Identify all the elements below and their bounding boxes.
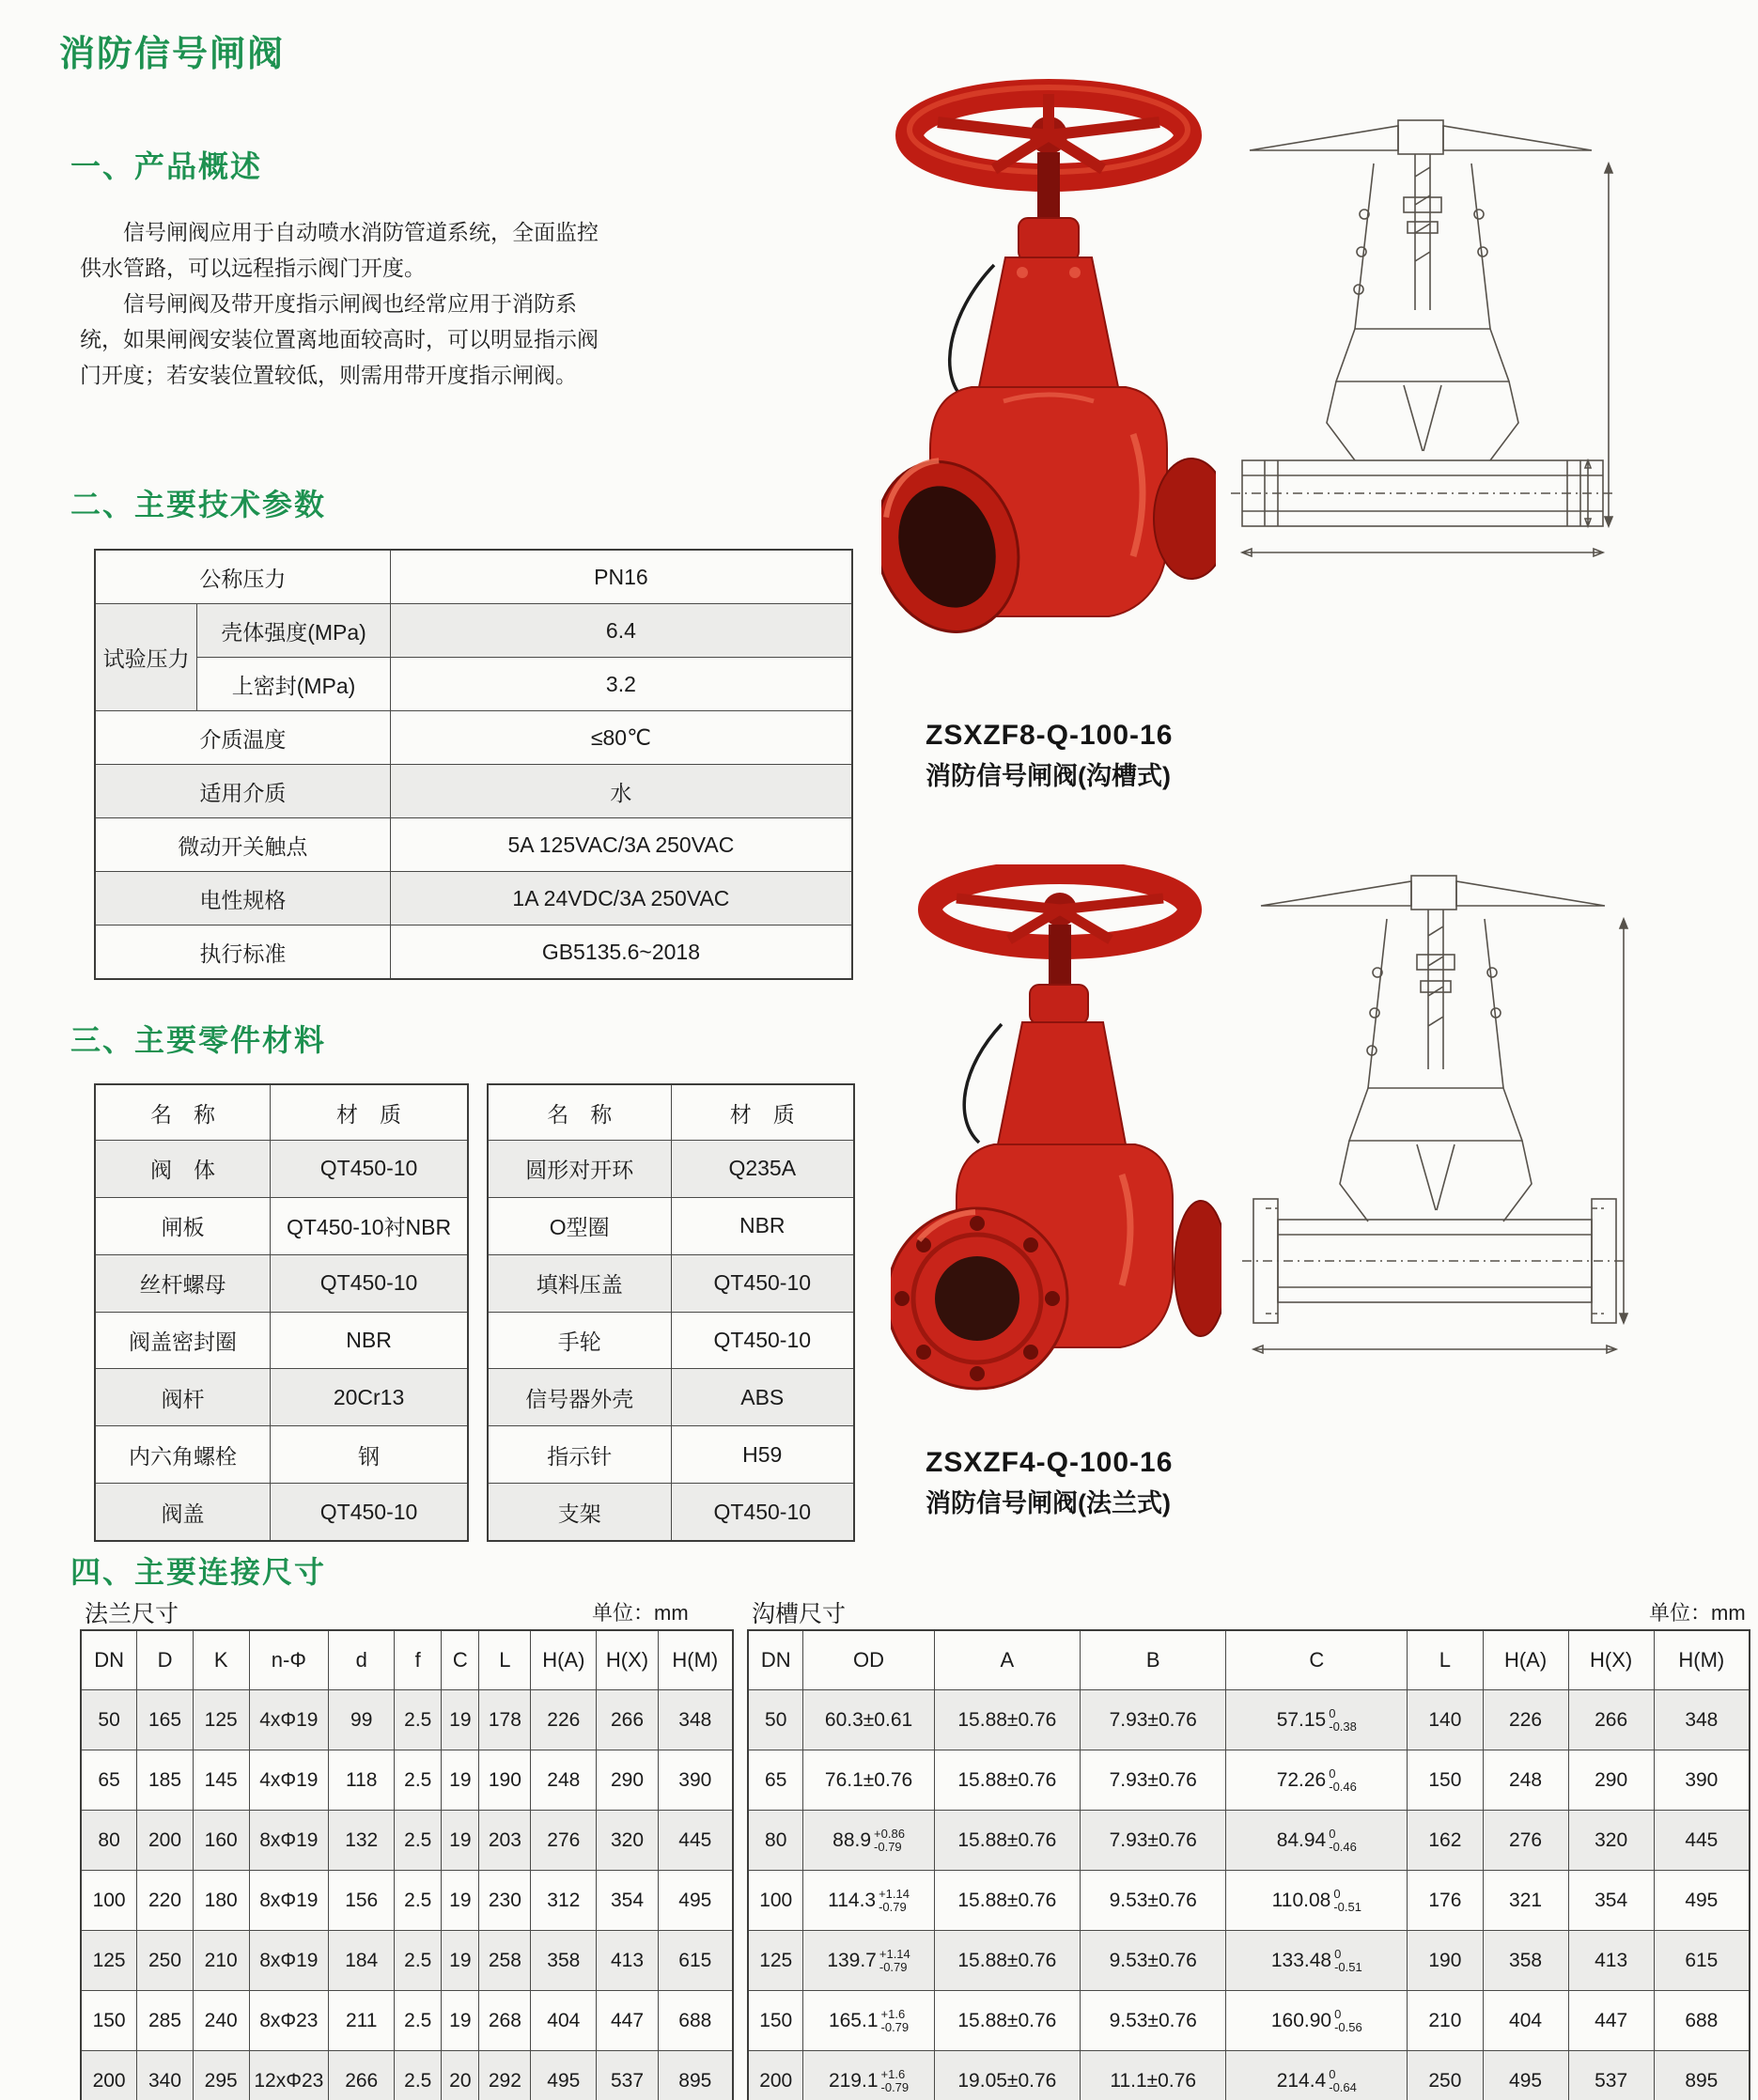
flange-dims-unit: 单位：mm: [592, 1601, 689, 1625]
table-header-row: [81, 1630, 733, 1690]
table-cell: 7.93±0.76: [1081, 1750, 1226, 1811]
table-cell: 226: [531, 1690, 597, 1750]
table-cell: 114.3 +1.14 -0.79: [803, 1871, 934, 1931]
table-cell: 230: [479, 1871, 531, 1931]
table-cell: 895: [658, 2051, 733, 2100]
table-cell: 15.88±0.76: [934, 1750, 1080, 1811]
table-cell: 11.1±0.76: [1081, 2051, 1226, 2100]
table-row: [748, 1811, 1750, 1871]
table-cell: 211: [329, 1991, 395, 2051]
table-cell: 165.1 +1.6 -0.79: [803, 1991, 934, 2051]
table-cell: 2.5: [395, 1750, 442, 1811]
column-header: d: [329, 1630, 395, 1690]
table-cell: 7.93±0.76: [1081, 1811, 1226, 1871]
table-row: [95, 926, 852, 980]
table-cell: 125: [81, 1931, 137, 1991]
table-cell: 填料压盖: [488, 1254, 671, 1312]
table-row: [95, 604, 852, 658]
table-row: [95, 1141, 468, 1198]
table-row: [95, 658, 852, 711]
table-cell: 133.48 0 -0.51: [1226, 1931, 1408, 1991]
table-cell: 60.3±0.61: [803, 1690, 934, 1750]
table-cell: 290: [1568, 1750, 1654, 1811]
table-cell: 阀 体: [95, 1141, 271, 1198]
model-code-grooved: ZSXZF8-Q-100-16: [926, 720, 1174, 751]
table-cell: 292: [479, 2051, 531, 2100]
table-cell: 156: [329, 1871, 395, 1931]
table-cell: 185: [137, 1750, 194, 1811]
table-row: [95, 818, 852, 872]
table-cell: 266: [329, 2051, 395, 2100]
table-cell: 390: [1654, 1750, 1750, 1811]
table-cell: 340: [137, 2051, 194, 2100]
table-row: [95, 1484, 468, 1541]
table-cell: 615: [658, 1931, 733, 1991]
table-row: [95, 1369, 468, 1426]
table-cell: 180: [193, 1871, 249, 1931]
table-row: [488, 1141, 854, 1198]
table-cell: 15.88±0.76: [934, 1811, 1080, 1871]
table-cell: 65: [81, 1750, 137, 1811]
table-cell: 390: [658, 1750, 733, 1811]
table-cell: 8xΦ19: [249, 1811, 329, 1871]
groove-dims-caption: 沟槽尺寸: [752, 1601, 847, 1627]
table-cell: 266: [1568, 1690, 1654, 1750]
flange-dims-caption: 法兰尺寸: [85, 1601, 179, 1627]
table-cell: 80: [81, 1811, 137, 1871]
table-cell: 537: [597, 2051, 658, 2100]
table-cell: 495: [531, 2051, 597, 2100]
overview-paragraphs: [80, 214, 614, 393]
model-name-flanged: 消防信号闸阀(法兰式): [926, 1489, 1171, 1517]
table-cell: 358: [1483, 1931, 1568, 1991]
table-row: [748, 2051, 1750, 2100]
table-cell: 15.88±0.76: [934, 1690, 1080, 1750]
table-cell: 9.53±0.76: [1081, 1991, 1226, 2051]
table-cell: H59: [671, 1426, 854, 1484]
table-cell: 介质温度: [95, 711, 390, 765]
table-cell: ≤80℃: [390, 711, 852, 765]
table-cell: 手轮: [488, 1312, 671, 1369]
table-cell: 145: [193, 1750, 249, 1811]
table-cell: 80: [748, 1811, 803, 1871]
table-cell: 微动开关触点: [95, 818, 390, 872]
table-cell: 76.1±0.76: [803, 1750, 934, 1811]
table-header-row: [748, 1630, 1750, 1690]
table-cell: 268: [479, 1991, 531, 2051]
table-row: [748, 1991, 1750, 2051]
table-cell: 钢: [271, 1426, 468, 1484]
table-row: [81, 1871, 733, 1931]
table-cell: 指示针: [488, 1426, 671, 1484]
table-cell: 100: [81, 1871, 137, 1931]
table-cell: 176: [1408, 1871, 1483, 1931]
table-row: [488, 1484, 854, 1541]
table-cell: 348: [658, 1690, 733, 1750]
table-cell: QT450-10: [671, 1484, 854, 1541]
table-cell: 348: [1654, 1690, 1750, 1750]
table-row: [748, 1871, 1750, 1931]
table-cell: 19: [442, 1991, 479, 2051]
table-cell: 276: [1483, 1811, 1568, 1871]
table-cell: 3.2: [390, 658, 852, 711]
table-cell: 公称压力: [95, 550, 390, 604]
table-cell: 248: [1483, 1750, 1568, 1811]
grooved-valve-illustration: [881, 77, 1216, 708]
table-cell: 162: [1408, 1811, 1483, 1871]
table-cell: 132: [329, 1811, 395, 1871]
section-heading-materials: 三、主要零件材料: [70, 1023, 327, 1057]
table-cell: QT450-10: [271, 1141, 468, 1198]
table-cell: NBR: [671, 1197, 854, 1254]
model-label-flanged: [926, 1447, 1283, 1519]
materials-table-left: [94, 1083, 469, 1542]
table-row: [488, 1312, 854, 1369]
column-header: C: [1226, 1630, 1408, 1690]
column-header: B: [1081, 1630, 1226, 1690]
table-cell: 312: [531, 1871, 597, 1931]
table-cell: 1A 24VDC/3A 250VAC: [390, 872, 852, 926]
flanged-valve-drawing: [1233, 864, 1637, 1381]
column-header: K: [193, 1630, 249, 1690]
table-cell: 2.5: [395, 2051, 442, 2100]
table-cell: 阀盖密封圈: [95, 1312, 271, 1369]
table-row: [748, 1931, 1750, 1991]
column-header: 材 质: [671, 1084, 854, 1141]
model-name-grooved: 消防信号闸阀(沟槽式): [926, 762, 1171, 790]
table-row: [81, 1931, 733, 1991]
column-header: DN: [748, 1630, 803, 1690]
table-cell: 354: [1568, 1871, 1654, 1931]
table-cell: 447: [597, 1991, 658, 2051]
table-cell: 358: [531, 1931, 597, 1991]
table-cell: 7.93±0.76: [1081, 1690, 1226, 1750]
table-cell: 258: [479, 1931, 531, 1991]
groove-dims-unit: 单位：mm: [1649, 1601, 1746, 1625]
flanged-valve-photo: [891, 864, 1221, 1419]
table-cell: 495: [1483, 2051, 1568, 2100]
table-cell: 上密封(MPa): [197, 658, 391, 711]
table-row: [95, 1254, 468, 1312]
column-header: 名 称: [95, 1084, 271, 1141]
groove-dims-table: [747, 1629, 1750, 2100]
table-cell: 19: [442, 1811, 479, 1871]
table-cell: 4xΦ19: [249, 1690, 329, 1750]
table-cell: 688: [1654, 1991, 1750, 2051]
table-row: [81, 1690, 733, 1750]
table-cell: 适用介质: [95, 765, 390, 818]
table-row: [95, 872, 852, 926]
column-header: H(X): [1568, 1630, 1654, 1690]
table-cell: 495: [658, 1871, 733, 1931]
table-cell: 210: [193, 1931, 249, 1991]
tech-params-table: [94, 549, 853, 980]
column-header: H(A): [1483, 1630, 1568, 1690]
flange-dims-table: [80, 1629, 734, 2100]
table-cell: 执行标准: [95, 926, 390, 980]
column-header: OD: [803, 1630, 934, 1690]
table-cell: 8xΦ23: [249, 1991, 329, 2051]
column-header: H(M): [1654, 1630, 1750, 1690]
column-header: L: [1408, 1630, 1483, 1690]
table-cell: 200: [748, 2051, 803, 2100]
model-code-flanged: ZSXZF4-Q-100-16: [926, 1447, 1174, 1478]
column-header: DN: [81, 1630, 137, 1690]
table-cell: 190: [479, 1750, 531, 1811]
materials-table-right: [487, 1083, 855, 1542]
table-cell: 19: [442, 1871, 479, 1931]
table-cell: 57.15 0 -0.38: [1226, 1690, 1408, 1750]
table-cell: 445: [658, 1811, 733, 1871]
section-heading-overview: 一、产品概述: [70, 149, 263, 183]
table-cell: 118: [329, 1750, 395, 1811]
table-cell: QT450-10: [271, 1254, 468, 1312]
table-cell: 9.53±0.76: [1081, 1931, 1226, 1991]
table-cell: 250: [137, 1931, 194, 1991]
table-cell: 100: [748, 1871, 803, 1931]
column-header: C: [442, 1630, 479, 1690]
model-label-grooved: [926, 720, 1283, 792]
column-header: n-Φ: [249, 1630, 329, 1690]
table-cell: 65: [748, 1750, 803, 1811]
table-cell: 495: [1654, 1871, 1750, 1931]
table-cell: 125: [193, 1690, 249, 1750]
table-cell: 4xΦ19: [249, 1750, 329, 1811]
table-cell: Q235A: [671, 1141, 854, 1198]
section-heading-dimensions: 四、主要连接尺寸: [70, 1555, 327, 1589]
column-header: L: [479, 1630, 531, 1690]
table-cell: 150: [81, 1991, 137, 2051]
table-cell: 15.88±0.76: [934, 1991, 1080, 2051]
column-header: f: [395, 1630, 442, 1690]
table-row: [95, 765, 852, 818]
column-header: H(M): [658, 1630, 733, 1690]
table-cell: 688: [658, 1991, 733, 2051]
table-row: [95, 1197, 468, 1254]
table-cell: 阀杆: [95, 1369, 271, 1426]
table-cell: 15.88±0.76: [934, 1871, 1080, 1931]
table-cell: 240: [193, 1991, 249, 2051]
table-cell: 试验压力: [95, 604, 197, 711]
table-row: [81, 2051, 733, 2100]
page-title: 消防信号闸阀: [59, 35, 286, 74]
table-row: [488, 1197, 854, 1254]
table-cell: 139.7 +1.14 -0.79: [803, 1931, 934, 1991]
table-cell: 320: [1568, 1811, 1654, 1871]
table-cell: 295: [193, 2051, 249, 2100]
table-row: [81, 1991, 733, 2051]
table-cell: 19: [442, 1690, 479, 1750]
table-row: [488, 1254, 854, 1312]
flanged-valve-illustration: [891, 864, 1221, 1419]
table-cell: 内六角螺栓: [95, 1426, 271, 1484]
table-cell: 285: [137, 1991, 194, 2051]
table-cell: QT450-10: [671, 1312, 854, 1369]
table-cell: 140: [1408, 1690, 1483, 1750]
table-cell: 214.4 0 -0.64: [1226, 2051, 1408, 2100]
table-cell: 226: [1483, 1690, 1568, 1750]
table-cell: 110.08 0 -0.51: [1226, 1871, 1408, 1931]
table-cell: 15.88±0.76: [934, 1931, 1080, 1991]
table-cell: 447: [1568, 1991, 1654, 2051]
column-header: 名 称: [488, 1084, 671, 1141]
table-cell: 203: [479, 1811, 531, 1871]
table-cell: QT450-10: [671, 1254, 854, 1312]
table-cell: 8xΦ19: [249, 1931, 329, 1991]
table-cell: 50: [748, 1690, 803, 1750]
table-cell: 184: [329, 1931, 395, 1991]
table-cell: 321: [1483, 1871, 1568, 1931]
table-cell: 250: [1408, 2051, 1483, 2100]
table-cell: 160: [193, 1811, 249, 1871]
column-header: A: [934, 1630, 1080, 1690]
table-cell: 84.94 0 -0.46: [1226, 1811, 1408, 1871]
table-cell: 圆形对开环: [488, 1141, 671, 1198]
table-cell: 2.5: [395, 1690, 442, 1750]
overview-paragraph-1: 信号闸阀应用于自动喷水消防管道系统，全面监控供水管路，可以远程指示阀门开度。: [80, 220, 599, 280]
flanged-valve-schematic: [1233, 864, 1637, 1381]
table-cell: 445: [1654, 1811, 1750, 1871]
table-cell: 413: [597, 1931, 658, 1991]
table-cell: 50: [81, 1690, 137, 1750]
table-row: [488, 1369, 854, 1426]
table-cell: 2.5: [395, 1931, 442, 1991]
table-cell: 354: [597, 1871, 658, 1931]
table-cell: 160.90 0 -0.56: [1226, 1991, 1408, 2051]
table-cell: 266: [597, 1690, 658, 1750]
table-cell: 闸板: [95, 1197, 271, 1254]
table-row: [95, 1426, 468, 1484]
table-cell: 8xΦ19: [249, 1871, 329, 1931]
column-header: 材 质: [271, 1084, 468, 1141]
table-cell: 404: [531, 1991, 597, 2051]
table-cell: 6.4: [390, 604, 852, 658]
table-cell: 电性规格: [95, 872, 390, 926]
grooved-valve-photo: [881, 77, 1216, 708]
table-cell: 2.5: [395, 1811, 442, 1871]
table-cell: 220: [137, 1871, 194, 1931]
table-cell: 615: [1654, 1931, 1750, 1991]
table-cell: 水: [390, 765, 852, 818]
table-row: [81, 1811, 733, 1871]
table-cell: 125: [748, 1931, 803, 1991]
table-cell: 支架: [488, 1484, 671, 1541]
table-cell: QT450-10衬NBR: [271, 1197, 468, 1254]
table-header-row: [488, 1084, 854, 1141]
table-cell: O型圈: [488, 1197, 671, 1254]
table-cell: 20: [442, 2051, 479, 2100]
table-cell: 895: [1654, 2051, 1750, 2100]
table-cell: 2.5: [395, 1991, 442, 2051]
table-cell: 200: [137, 1811, 194, 1871]
table-cell: 12xΦ23: [249, 2051, 329, 2100]
table-row: [95, 550, 852, 604]
table-cell: 5A 125VAC/3A 250VAC: [390, 818, 852, 872]
table-cell: ABS: [671, 1369, 854, 1426]
table-row: [748, 1750, 1750, 1811]
table-row: [95, 1312, 468, 1369]
table-row: [488, 1426, 854, 1484]
table-header-row: [95, 1084, 468, 1141]
table-cell: 404: [1483, 1991, 1568, 2051]
table-cell: 219.1 +1.6 -0.79: [803, 2051, 934, 2100]
grooved-valve-drawing: [1223, 111, 1622, 592]
column-header: D: [137, 1630, 194, 1690]
table-cell: NBR: [271, 1312, 468, 1369]
column-header: H(X): [597, 1630, 658, 1690]
table-cell: 413: [1568, 1931, 1654, 1991]
table-cell: 72.26 0 -0.46: [1226, 1750, 1408, 1811]
section-heading-tech-params: 二、主要技术参数: [70, 488, 327, 521]
table-cell: 信号器外壳: [488, 1369, 671, 1426]
table-cell: 阀盖: [95, 1484, 271, 1541]
table-cell: 9.53±0.76: [1081, 1871, 1226, 1931]
table-cell: 19: [442, 1931, 479, 1991]
overview-paragraph-2: 信号闸阀及带开度指示闸阀也经常应用于消防系统，如果闸阀安装位置离地面较高时，可以明显指示阀门开度；若安装位置较低，则需用带开度指示闸阀。: [80, 291, 599, 387]
column-header: H(A): [531, 1630, 597, 1690]
table-cell: 276: [531, 1811, 597, 1871]
table-cell: 丝杆螺母: [95, 1254, 271, 1312]
table-cell: 150: [748, 1991, 803, 2051]
table-cell: 320: [597, 1811, 658, 1871]
table-row: [81, 1750, 733, 1811]
table-cell: 88.9 +0.86 -0.79: [803, 1811, 934, 1871]
table-cell: QT450-10: [271, 1484, 468, 1541]
table-cell: 178: [479, 1690, 531, 1750]
table-cell: 99: [329, 1690, 395, 1750]
table-cell: PN16: [390, 550, 852, 604]
table-cell: 19: [442, 1750, 479, 1811]
table-cell: 19.05±0.76: [934, 2051, 1080, 2100]
table-cell: 290: [597, 1750, 658, 1811]
table-row: [748, 1690, 1750, 1750]
table-cell: 190: [1408, 1931, 1483, 1991]
grooved-valve-schematic: [1223, 111, 1622, 592]
table-cell: 20Cr13: [271, 1369, 468, 1426]
table-cell: 537: [1568, 2051, 1654, 2100]
table-cell: 248: [531, 1750, 597, 1811]
table-cell: 165: [137, 1690, 194, 1750]
table-cell: 210: [1408, 1991, 1483, 2051]
table-cell: 壳体强度(MPa): [197, 604, 391, 658]
table-cell: 2.5: [395, 1871, 442, 1931]
table-cell: 200: [81, 2051, 137, 2100]
table-row: [95, 711, 852, 765]
table-cell: GB5135.6~2018: [390, 926, 852, 980]
table-cell: 150: [1408, 1750, 1483, 1811]
